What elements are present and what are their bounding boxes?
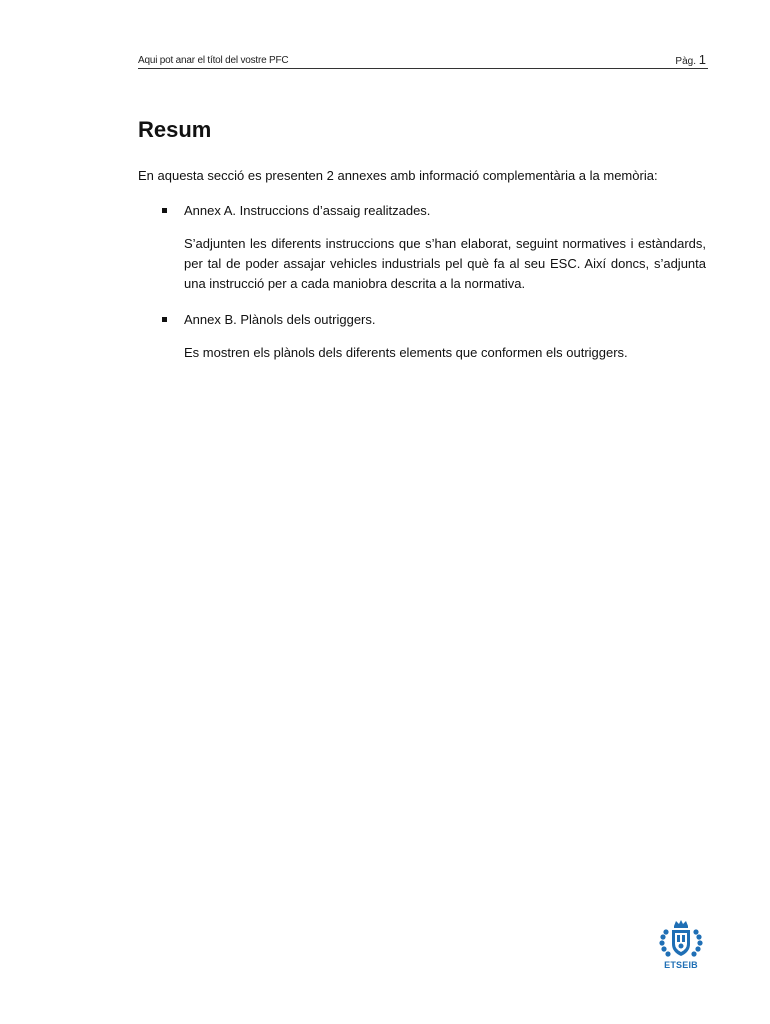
annex-description: Es mostren els plànols dels diferents elements que conformen els outriggers. (184, 345, 628, 360)
page-label: Pàg. (675, 56, 696, 67)
page-header (138, 52, 708, 69)
header-page-number (675, 52, 706, 67)
section-heading: Resum (138, 117, 212, 142)
annex-title: Annex A. Instruccions d’assaig realitzades. (184, 203, 431, 218)
page-number: 1 (698, 52, 706, 67)
logo-text: ETSEIB (664, 960, 698, 970)
crest-icon (656, 918, 706, 960)
annex-description: S’adjunten les diferents instruccions que s’han elaborat, seguint normatives i estàndards, per tal de poder assajar vehicles industrials pel què fa al seu ESC. Així doncs, s’adjunta una instrucció per a cada maniobra descrita a la normativa. (184, 236, 706, 291)
etseib-logo (656, 918, 706, 974)
header-title: Aqui pot anar el títol del vostre PFC (138, 55, 289, 66)
intro-paragraph: En aquesta secció es presenten 2 annexes amb informació complementària a la memòria: (138, 168, 658, 183)
annex-title: Annex B. Plànols dels outriggers. (184, 312, 376, 327)
bullet-icon (162, 208, 167, 213)
bullet-icon (162, 317, 167, 322)
